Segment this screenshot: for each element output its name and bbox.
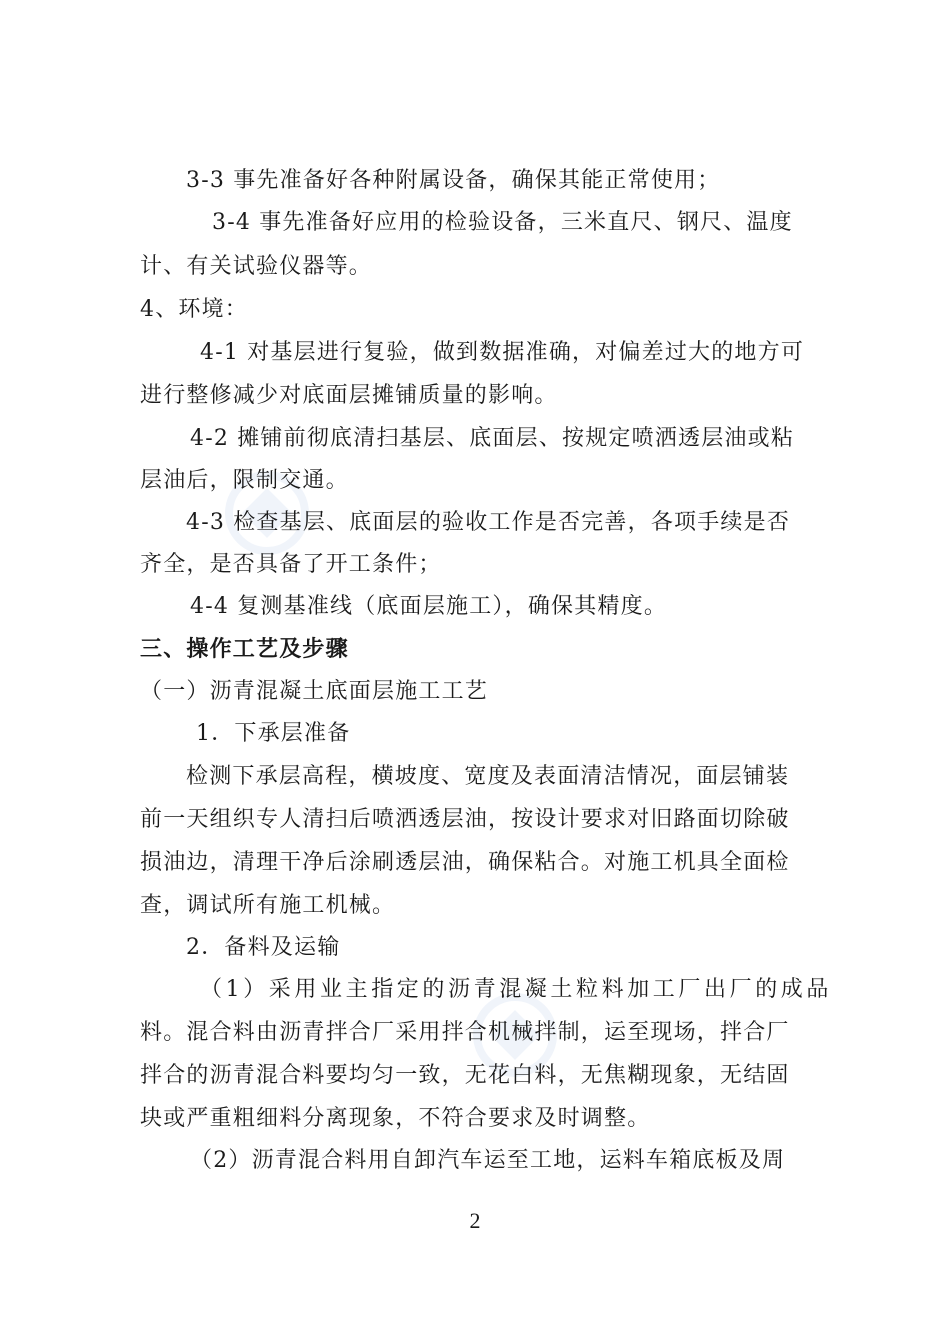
paragraph-line: 齐全，是否具备了开工条件； (140, 552, 442, 577)
paragraph-line: （1）采用业主指定的沥青混凝土粒料加工厂出厂的成品 (200, 977, 832, 1002)
paragraph-line: 4-2 摊铺前彻底清扫基层、底面层、按规定喷洒透层油或粘 (190, 426, 795, 451)
paragraph-line: 查，调试所有施工机械。 (140, 893, 396, 918)
paragraph-line: 4-4 复测基准线（底面层施工），确保其精度。 (190, 594, 668, 619)
section-heading: 三、操作工艺及步骤 (140, 636, 349, 662)
paragraph-line: 层油后，限制交通。 (140, 468, 349, 493)
page-number: 2 (469, 1208, 481, 1233)
paragraph-line: 4-3 检查基层、底面层的验收工作是否完善，各项手续是否 (186, 510, 791, 535)
paragraph-line: 拌合的沥青混合料要均匀一致，无花白料，无焦糊现象，无结固 (140, 1063, 790, 1088)
paragraph-line: 损油边，清理干净后涂刷透层油，确保粘合。对施工机具全面检 (140, 850, 790, 875)
paragraph-line: 计、有关试验仪器等。 (140, 254, 373, 279)
paragraph-line: 检测下承层高程，横坡度、宽度及表面清洁情况，面层铺装 (186, 764, 790, 789)
subsection-heading: 1．下承层准备 (196, 721, 351, 746)
paragraph-line: 4-1 对基层进行复验，做到数据准确，对偏差过大的地方可 (200, 340, 805, 365)
paragraph-line: 3-3 事先准备好各种附属设备，确保其能正常使用； (186, 168, 721, 193)
paragraph-line: 3-4 事先准备好应用的检验设备，三米直尺、钢尺、温度 (212, 210, 793, 235)
subsection-heading: （一）沥青混凝土底面层施工工艺 (140, 679, 489, 704)
paragraph-line: （2）沥青混合料用自卸汽车运至工地，运料车箱底板及周 (190, 1148, 786, 1173)
subsection-heading: 2．备料及运输 (186, 935, 341, 960)
paragraph-line: 料。混合料由沥青拌合厂采用拌合机械拌制，运至现场，拌合厂 (140, 1020, 790, 1045)
section-heading: 4、环境： (140, 297, 248, 322)
paragraph-line: 进行整修减少对底面层摊铺质量的影响。 (140, 383, 558, 408)
paragraph-line: 前一天组织专人清扫后喷洒透层油，按设计要求对旧路面切除破 (140, 807, 790, 832)
paragraph-line: 块或严重粗细料分离现象，不符合要求及时调整。 (140, 1106, 651, 1131)
